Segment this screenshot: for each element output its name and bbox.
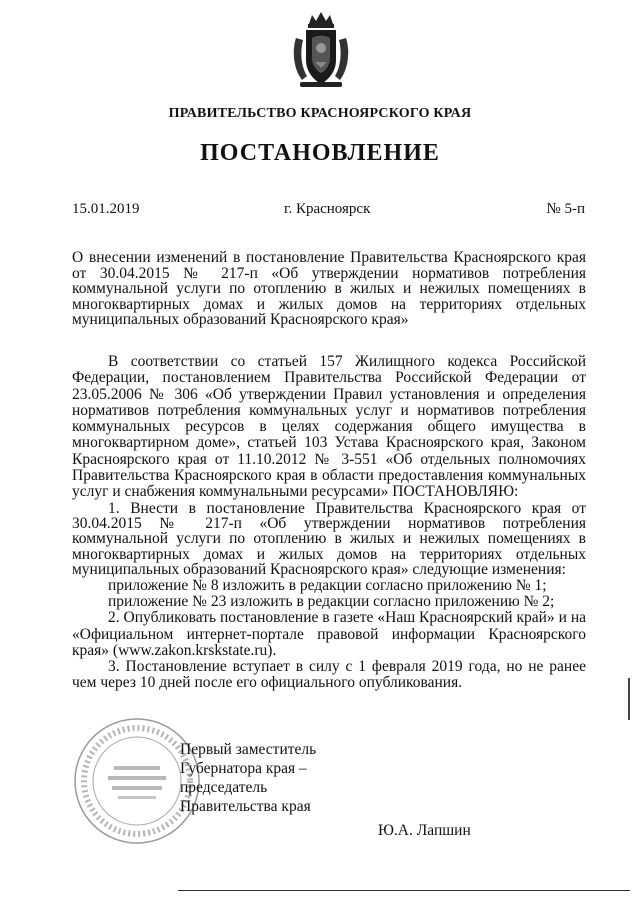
krasnoyarsk-coat-of-arms-icon [290,10,352,90]
document-title: О внесении изменений в постановление Правительства Красноярского края от 30.04.2015 № 217-п «Об утверждении нормативов потребления коммунальной услуги по отоплению в жилых и нежилых помещениях в многоквартирных домах и жилых домов на территориях отдельных муниципальных образований Красноярского края» [72,249,586,329]
position-line-2: Губернатора края – [180,760,307,777]
document-body [72,354,586,692]
document-city: г. Красноярск [284,201,371,217]
document-number: № 5-п [546,201,585,217]
position-line-1: Первый заместитель [180,741,317,758]
preamble-paragraph: В соответствии со статьей 157 Жилищного кодекса Российской Федерации, постановлением Правительства Российской Федерации от 23.05.2006 № 306 «Об утверждении Правил установления и определения нормативов потребления коммунальных услуг и нормативов потребления коммунальных ресурсов в целях содержания общего имущества в многоквартирном доме», статьей 103 Устава Красноярского края, Законом Красноярского края от 11.10.2012 № 3-551 «Об отдельных полномочиях Правительства Красноярского края в области предоставления коммунальных услуг и снабжения коммунальными ресурсами» ПОСТАНОВЛЯЮ: [72,353,586,501]
item-1-appendix-23: приложение № 23 изложить в редакции согласно приложению № 2; [108,593,555,610]
item-1-appendix-8: приложение № 8 изложить в редакции согласно приложению № 1; [108,576,547,594]
document-type: ПОСТАНОВЛЕНИЕ [200,140,440,166]
position-line-3: председатель [180,779,268,796]
bottom-divider [178,890,630,891]
government-name: ПРАВИТЕЛЬСТВО КРАСНОЯРСКОГО КРАЯ [168,106,472,121]
signatory-position [180,740,316,816]
item-3-paragraph: 3. Постановление вступает в силу с 1 февраля 2019 года, но не ранее чем через 10 дней после его официального опубликования. [72,658,586,692]
item-1-paragraph: 1. Внести в постановление Правительства Красноярского края от 30.04.2015 № 217-п «Об утверждении нормативов потребления коммунальной услуги по отоплению в жилых и нежилых помещениях в многоквартирных домах и жилых домов на территориях отдельных муниципальных образований Красноярского края» следующие изменения: [72,499,586,579]
item-2-paragraph: 2. Опубликовать постановление в газете «Наш Красноярский край» и на «Официальном интернет-портале правовой информации Красноярского края» (www.zakon.krskstate.ru). [72,609,586,659]
position-line-4: Правительства края [180,798,311,815]
scan-edge-mark [628,678,630,720]
document-date: 15.01.2019 [72,201,140,217]
signatory-name: Ю.А. Лапшин [378,822,471,839]
